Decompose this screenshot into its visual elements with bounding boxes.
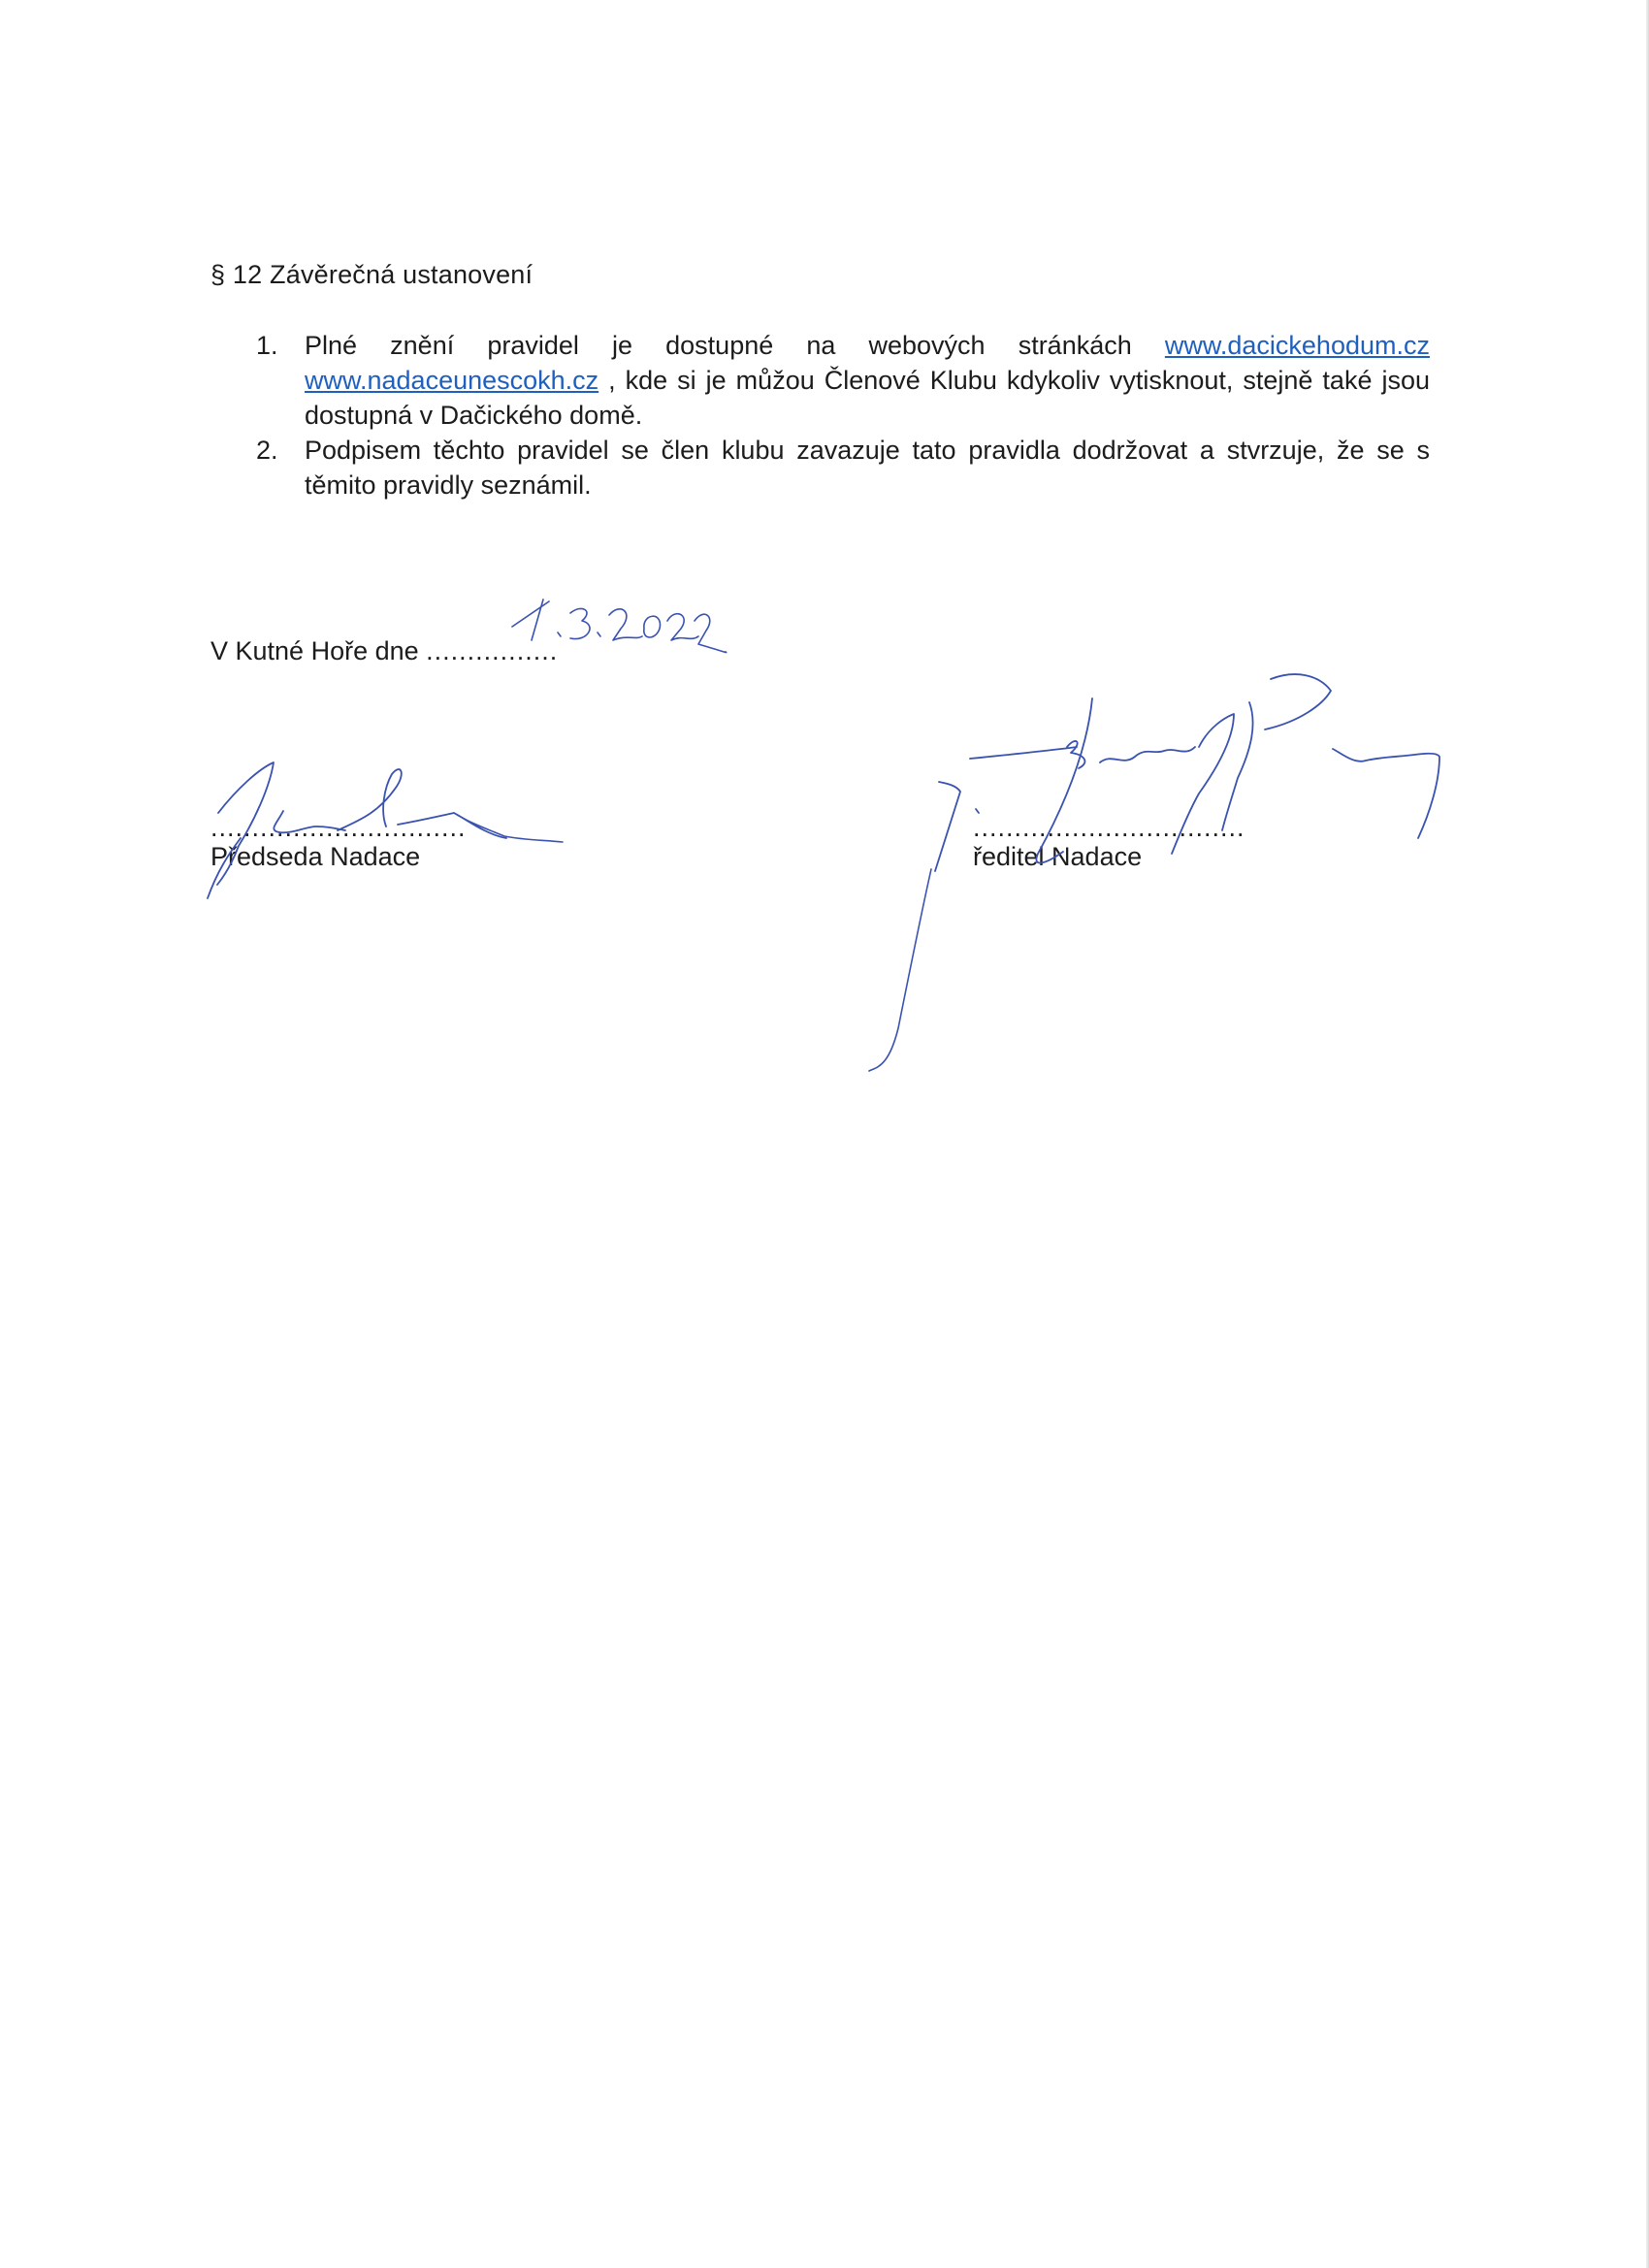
signature-line-left: ............................... [210, 813, 467, 842]
date-dots: ................ [426, 636, 559, 665]
list-item [208, 328, 1430, 433]
item-number: 1. [256, 331, 278, 360]
place-date-line [210, 636, 558, 666]
list-item [208, 433, 1430, 502]
role-label-director: ředitel Nadace [973, 842, 1143, 871]
website-link-dacickehodum[interactable]: www.dacickehodum.cz [1164, 331, 1430, 360]
item-text: Podpisem těchto pravidel se člen klubu zavazuje tato pravidla dodržovat a stvrzuje, že se s těmito pravidly seznámil. [305, 436, 1430, 500]
signature-line-right: ................................. [973, 813, 1245, 842]
rules-list [208, 328, 1430, 502]
item-text-after: , kde si je můžou Členové Klubu kdykoliv vytisknout, stejně také jsou dostupná v Dačického domě. [305, 366, 1430, 430]
item-text [305, 328, 1430, 433]
place-label: V Kutné Hoře dne [210, 636, 419, 665]
item-text-before: Plné znění pravidel je dostupné na webových stránkách [305, 331, 1165, 360]
website-link-nadaceunescokh[interactable]: www.nadaceunescokh.cz [305, 366, 599, 395]
section-heading: § 12 Závěrečná ustanovení [210, 260, 534, 289]
item-number: 2. [256, 436, 278, 465]
signature-director [869, 674, 1439, 1071]
role-label-chairman: Předseda Nadace [210, 842, 421, 871]
